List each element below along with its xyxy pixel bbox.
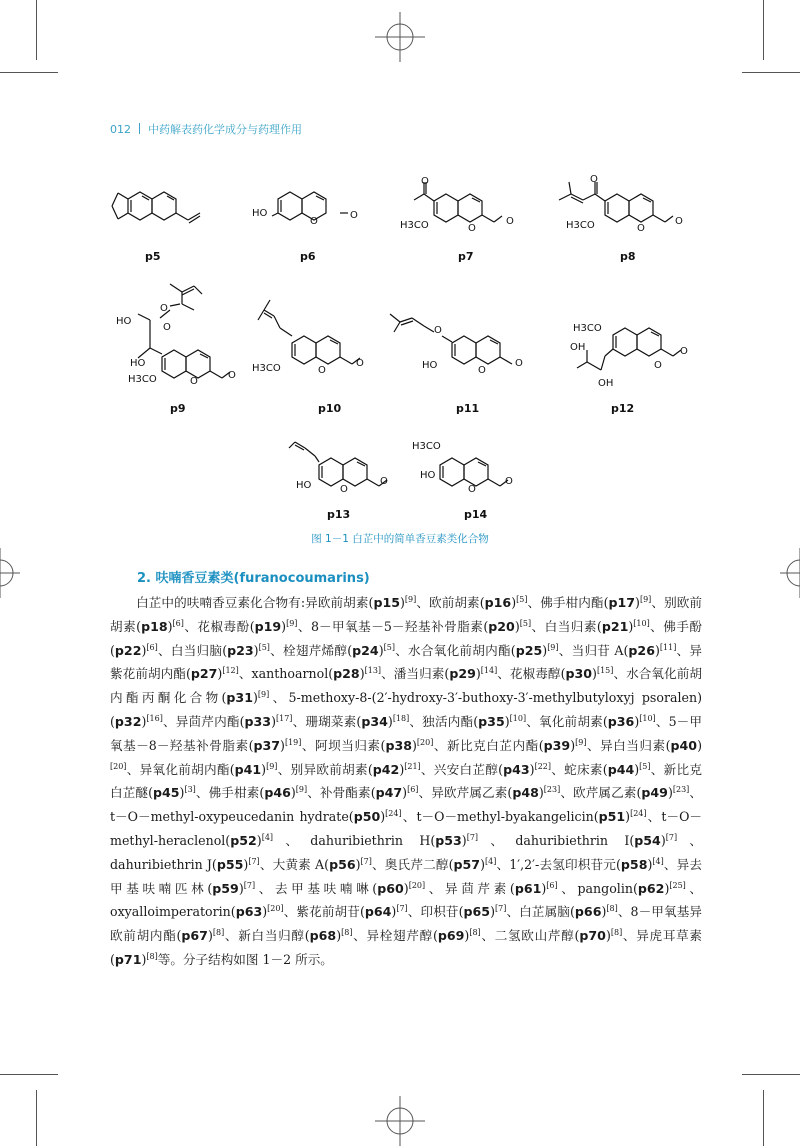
structure-label: p7 (458, 250, 474, 263)
citation: [7] (665, 832, 678, 842)
citation: [15] (596, 666, 614, 676)
citation: [6] (546, 880, 558, 890)
citation: [24] (385, 809, 402, 819)
text-run: ) (635, 595, 640, 610)
text-run: ) (628, 618, 634, 634)
text-run: 、dahuribiethrin J( (110, 832, 703, 872)
text-run: 、潘当归素( (381, 666, 450, 682)
compound-id: p15 (373, 595, 400, 610)
atom-label: HO (422, 360, 438, 371)
text-run: ) (541, 880, 547, 896)
compound-id: p64 (364, 904, 392, 920)
text-run: 、花椒毒醇( (497, 666, 566, 682)
atom-label: O (515, 358, 523, 369)
atom-label: HO (116, 316, 132, 327)
text-run: ) (504, 713, 510, 729)
paragraph-text (110, 595, 702, 967)
header-divider (139, 123, 140, 134)
text-run: 等。分子结构如图 1－2 所示。 (157, 951, 333, 967)
registration-mark (375, 1096, 425, 1146)
atom-label: H3CO (566, 220, 595, 231)
atom-label: OH (570, 342, 586, 353)
text-run: ) (167, 618, 173, 634)
atom-label: O (506, 216, 514, 227)
text-run: 、兴安白芷醇( (420, 761, 504, 777)
citation: [23] (543, 785, 561, 795)
text-run: 、氧化前胡素( (526, 713, 608, 729)
compound-id: p36 (607, 713, 635, 729)
citation: [9] (639, 595, 652, 604)
atom-label: O (310, 216, 318, 227)
compound-id: p57 (453, 856, 481, 872)
atom-label: O (590, 174, 598, 185)
citation: [9] (266, 761, 278, 771)
compound-id: p33 (244, 713, 272, 729)
structure-label: p11 (456, 402, 480, 415)
citation: [7] (243, 880, 256, 890)
atom-label: O (356, 358, 364, 369)
atom-label: H3CO (412, 441, 441, 452)
text-run: 、去甲基呋喃啉( (255, 880, 378, 896)
text-run: ) (461, 832, 467, 848)
structure-label: p8 (620, 250, 636, 263)
text-run: ) (261, 761, 267, 777)
citation: [20] (408, 880, 426, 890)
text-run: 、异去甲基呋喃匹林( (110, 856, 703, 896)
text-run: ) (238, 880, 244, 896)
text-run: ) (605, 928, 611, 944)
compound-id: p21 (601, 618, 629, 634)
registration-mark (780, 548, 800, 598)
citation: [20] (416, 737, 434, 747)
text-run: ) (542, 642, 548, 658)
text-run: ) (290, 785, 296, 801)
text-run: 、别异欧前胡素( (277, 761, 373, 777)
registration-mark (375, 12, 425, 62)
atom-label: O (505, 476, 513, 487)
text-run: 、佛手柑内酯( (527, 595, 609, 610)
text-run: ) (336, 928, 342, 944)
compound-id: p38 (385, 737, 412, 753)
text-run: ) (400, 595, 405, 610)
compound-id: p17 (608, 595, 636, 610)
citation: [5] (519, 618, 532, 628)
text-run: ) (664, 880, 670, 896)
citation: [10] (509, 713, 527, 723)
compound-id: p52 (230, 832, 257, 848)
atom-label: H3CO (573, 323, 602, 334)
compound-id: p42 (372, 761, 400, 777)
text-run: ) (654, 642, 660, 658)
atom-label: OH (598, 378, 614, 389)
compound-id: p56 (329, 856, 356, 872)
atom-label: O (340, 484, 348, 495)
text-run: ) (634, 713, 640, 729)
text-run: ) (592, 666, 597, 682)
text-run: ) (262, 904, 268, 920)
text-run: ) (480, 856, 485, 872)
text-run: 、5-methoxy-8-(2′-hydroxy-3′-buthoxy-3′-methylbutyloxyj psoralen)( (110, 690, 702, 729)
structure-label: p14 (464, 508, 488, 521)
structure-label: p10 (318, 402, 342, 415)
text-run: ) (511, 595, 517, 610)
atom-label: O (468, 484, 476, 495)
text-run: ) (271, 713, 276, 729)
citation: [5] (516, 595, 528, 604)
text-run: 、新比克白芷醚( (110, 761, 703, 801)
atom-label: HO (130, 358, 146, 369)
compound-id: p22 (114, 642, 142, 658)
compound-id: p45 (153, 785, 180, 801)
text-run: 、8－甲氧基－5－羟基补骨脂素( (297, 618, 489, 634)
text-run: 、奥氏芹二醇( (371, 856, 454, 872)
text-run: ) (402, 785, 408, 801)
text-run: ) (660, 832, 666, 848)
crop-mark (36, 0, 37, 60)
text-run: 、5－甲氧基－8－羟基补骨脂素( (110, 713, 702, 753)
citation: [13] (364, 666, 382, 676)
compound-id: p43 (503, 761, 530, 777)
compound-id: p62 (637, 880, 665, 896)
text-run: 、阿坝当归素( (301, 737, 386, 753)
compound-id: p34 (361, 713, 388, 729)
citation: [7] (466, 832, 479, 842)
atom-label: O (654, 360, 662, 371)
text-run: 、异虎耳草素( (110, 928, 703, 967)
compound-id: p26 (628, 642, 655, 658)
compound-id: p32 (114, 713, 142, 729)
text-run: ) (514, 618, 520, 634)
citation: [19] (284, 737, 302, 747)
citation: [9] (286, 618, 298, 628)
citation: [9] (257, 690, 270, 700)
compound-id: p40 (670, 737, 698, 753)
atom-label: HO (252, 208, 268, 219)
text-run: ) (647, 856, 653, 872)
compound-id: p54 (634, 832, 661, 848)
text-run: ) (179, 785, 185, 801)
text-run: ) (280, 737, 285, 753)
atom-label: O (163, 322, 171, 333)
registration-mark (0, 548, 20, 598)
compound-id: p44 (607, 761, 635, 777)
text-run: 、独活内酯( (409, 713, 479, 729)
compound-id: p58 (620, 856, 648, 872)
citation: [8] (212, 928, 225, 938)
citation: [21] (404, 761, 421, 771)
citation: [16] (146, 713, 163, 723)
atom-label: O (680, 346, 688, 357)
atom-label: O (421, 176, 429, 187)
citation: [7] (495, 904, 507, 914)
atom-label: O (350, 210, 358, 221)
text-run: 、pangolin( (557, 880, 638, 896)
citation: [8] (610, 928, 623, 938)
text-run: ) (253, 642, 259, 658)
text-run: 、二氢欧山芹醇( (480, 928, 580, 944)
compound-id: p60 (377, 880, 404, 896)
citation: [5] (258, 642, 270, 652)
citation: [5] (383, 642, 395, 652)
compound-id: p65 (463, 904, 491, 920)
citation: [10] (639, 713, 656, 723)
compound-id: p67 (181, 928, 208, 944)
text-run: 、8－甲氧基异欧前胡内酯( (110, 904, 702, 944)
text-run: ) (380, 809, 386, 825)
citation: [8] (469, 928, 481, 938)
text-run: 、当归苷 A( (558, 642, 629, 658)
atom-label: O (637, 223, 645, 234)
citation: [14] (480, 666, 498, 676)
compound-id: p18 (141, 618, 168, 634)
text-run: 、栓翅芹烯醇( (269, 642, 353, 658)
crop-mark (0, 1074, 58, 1075)
text-run: ) (529, 761, 535, 777)
citation: [6] (146, 642, 158, 652)
text-run: ) (141, 642, 147, 658)
text-run: ) (281, 618, 287, 634)
text-run: 、佛手柑素( (195, 785, 265, 801)
crop-mark (763, 0, 764, 60)
citation: [9] (295, 785, 308, 795)
citation: [4] (261, 832, 274, 842)
citation: [6] (172, 618, 184, 628)
section-heading: 2. 呋喃香豆素类(furanocoumarins) (137, 571, 370, 586)
atom-label: O (434, 325, 442, 336)
text-run: 、补骨酯素( (307, 785, 376, 801)
text-run: 、异紫花前胡内酯( (110, 642, 702, 682)
text-run: ) (391, 904, 397, 920)
citation: [6] (407, 785, 419, 795)
text-run: 、白当归素( (531, 618, 602, 634)
running-header (110, 121, 302, 137)
citation: [17] (275, 713, 293, 723)
compound-id: p31 (226, 690, 253, 706)
text-run: ) (625, 809, 631, 825)
citation: [23] (672, 785, 690, 795)
text-run: 、花椒毒酚( (183, 618, 255, 634)
atom-label: O (318, 365, 326, 376)
structure-p5 (110, 178, 220, 238)
text-run: 、印枳苷( (407, 904, 464, 920)
compound-id: p48 (512, 785, 539, 801)
text-run: 、佛手酚( (110, 618, 702, 658)
crop-mark (742, 1074, 800, 1075)
structure-label: p9 (170, 402, 186, 415)
text-run: ) (538, 785, 544, 801)
citation: [8] (341, 928, 353, 938)
compound-id: p66 (574, 904, 602, 920)
page-number: 012 (110, 123, 131, 136)
compound-id: p23 (227, 642, 254, 658)
structure-label: p5 (145, 250, 161, 263)
compound-id: p68 (309, 928, 337, 944)
citation: [5] (639, 761, 651, 771)
text-run: ) (570, 737, 576, 753)
compound-id: p41 (234, 761, 262, 777)
citation: [11] (659, 642, 677, 652)
text-run: ) (464, 928, 470, 944)
citation: [20] (110, 761, 127, 771)
text-run: 、珊瑚菜素( (292, 713, 362, 729)
compound-id: p51 (598, 809, 626, 825)
text-run: 、xanthoarnol( (238, 666, 334, 682)
text-run: 、大黄素 A( (259, 856, 330, 872)
figure-caption: 图 1－1 白芷中的简单香豆素类化合物 (311, 533, 489, 545)
structure-label: p12 (611, 402, 635, 415)
text-run: 、欧前胡素( (416, 595, 485, 610)
text-run: ) (217, 666, 223, 682)
text-run: 、异欧芹属乙素( (418, 785, 513, 801)
text-run: ) (601, 904, 607, 920)
text-run: 、1′,2′-去氢印枳苷元( (496, 856, 621, 872)
text-run: 、异白当归素( (586, 737, 671, 753)
compound-id: p35 (478, 713, 505, 729)
text-run: 、t－O－methyl-oxypeucedanin hydrate( (110, 785, 702, 825)
text-run: ) (412, 737, 417, 753)
compound-id: p39 (543, 737, 571, 753)
crop-mark (0, 72, 58, 73)
text-run: 、t－O－methyl-heraclenol( (110, 809, 702, 848)
text-run: 、别欧前胡素( (110, 595, 703, 634)
compound-id: p55 (216, 856, 244, 872)
compound-id: p70 (579, 928, 606, 944)
compound-id: p53 (435, 832, 462, 848)
crop-mark (742, 72, 800, 73)
citation: [4] (485, 856, 497, 866)
text-run: ) (490, 904, 495, 920)
citation: [8] (606, 904, 618, 914)
crop-mark (763, 1090, 764, 1146)
compound-id: p28 (333, 666, 360, 682)
citation: [25] (669, 880, 686, 890)
text-run: ) (399, 761, 405, 777)
atom-label: O (468, 223, 476, 234)
book-title: 中药解表药化学成分与药理作用 (148, 123, 302, 136)
text-run: 白芷中的呋喃香豆素化合物有:异欧前胡素( (136, 595, 374, 610)
compound-id: p63 (235, 904, 263, 920)
compound-id: p59 (212, 880, 239, 896)
text-run: 、白当归脑( (157, 642, 228, 658)
atom-label: O (160, 303, 168, 314)
compound-id: p16 (484, 595, 512, 610)
crop-mark (36, 1090, 37, 1146)
citation: [9] (575, 737, 587, 747)
text-run: 、水合氧化前胡内酯丙酮化合物( (110, 666, 702, 706)
compound-id: p37 (253, 737, 281, 753)
text-run: 、新比克白芷内酯( (433, 737, 544, 753)
text-run: 、t－O－methyl-byakangelicin( (401, 809, 599, 825)
text-run: 、新白当归醇( (224, 928, 310, 944)
citation: [7] (360, 856, 372, 866)
compound-id: p20 (488, 618, 515, 634)
text-run: ) (243, 856, 249, 872)
text-run: ) (355, 856, 361, 872)
atom-label: H3CO (400, 220, 429, 231)
citation: [24] (630, 809, 647, 819)
atom-label: O (478, 365, 486, 376)
text-run: ) (667, 785, 673, 801)
citation: [9] (404, 595, 417, 604)
citation: [10] (633, 618, 650, 628)
citation: [20] (267, 904, 284, 914)
text-run: ) (141, 951, 147, 967)
text-run: ) (252, 690, 258, 706)
citation: [18] (392, 713, 410, 723)
text-run: ) (256, 832, 262, 848)
text-run: ) (207, 928, 213, 944)
text-run: 、dahuribiethrin H( (273, 832, 436, 848)
compound-id: p19 (254, 618, 282, 634)
compound-id: p46 (264, 785, 291, 801)
text-run: ) (141, 713, 147, 729)
citation: [8] (146, 951, 158, 961)
atom-label: H3CO (252, 363, 281, 374)
body-paragraph (110, 591, 702, 972)
citation: [7] (248, 856, 260, 866)
text-run: 、白芷属脑( (506, 904, 575, 920)
structure-label: p13 (327, 508, 351, 521)
atom-label: HO (296, 480, 312, 491)
citation: [22] (534, 761, 551, 771)
text-run: 、异茴芹素( (425, 880, 515, 896)
compound-id: p49 (641, 785, 668, 801)
citation: [4] (652, 856, 664, 866)
citation: [9] (547, 642, 559, 652)
structure-label: p6 (300, 250, 316, 263)
atom-label: O (190, 376, 198, 387)
text-run: 、蛇床素( (551, 761, 608, 777)
atom-label: H3CO (128, 374, 157, 385)
text-run: ) (387, 713, 393, 729)
structure-p11 (384, 306, 524, 386)
compound-id: p71 (114, 951, 142, 967)
citation: [3] (184, 785, 196, 795)
text-run: 、紫花前胡苷( (283, 904, 365, 920)
compound-id: p50 (353, 809, 381, 825)
compound-id: p61 (514, 880, 542, 896)
text-run: 、dahuribiethrin I( (478, 832, 635, 848)
text-run: ) (403, 880, 409, 896)
atom-label: HO (420, 470, 436, 481)
compound-id: p69 (437, 928, 465, 944)
compound-id: p29 (449, 666, 476, 682)
text-run: ) (697, 737, 702, 753)
text-run: ) (475, 666, 481, 682)
text-run: 、水合氧化前胡内酯( (394, 642, 516, 658)
atom-label: O (228, 370, 236, 381)
compound-id: p25 (515, 642, 543, 658)
atom-label: O (380, 476, 388, 487)
text-run: ) (634, 761, 640, 777)
text-run: ) (378, 642, 384, 658)
compound-id: p30 (565, 666, 593, 682)
citation: [12] (222, 666, 239, 676)
text-run: 、oxyalloimperatorin( (110, 880, 703, 920)
citation: [7] (396, 904, 408, 914)
atom-label: O (675, 216, 683, 227)
text-run: 、异氧化前胡内酯( (126, 761, 235, 777)
text-run: 、异栓翅芹醇( (352, 928, 438, 944)
text-run: 、欧芹属乙素( (560, 785, 642, 801)
compound-id: p47 (375, 785, 403, 801)
text-run: ) (359, 666, 365, 682)
text-run: 、异茴芹内酯( (162, 713, 245, 729)
compound-id: p24 (352, 642, 379, 658)
compound-id: p27 (190, 666, 218, 682)
